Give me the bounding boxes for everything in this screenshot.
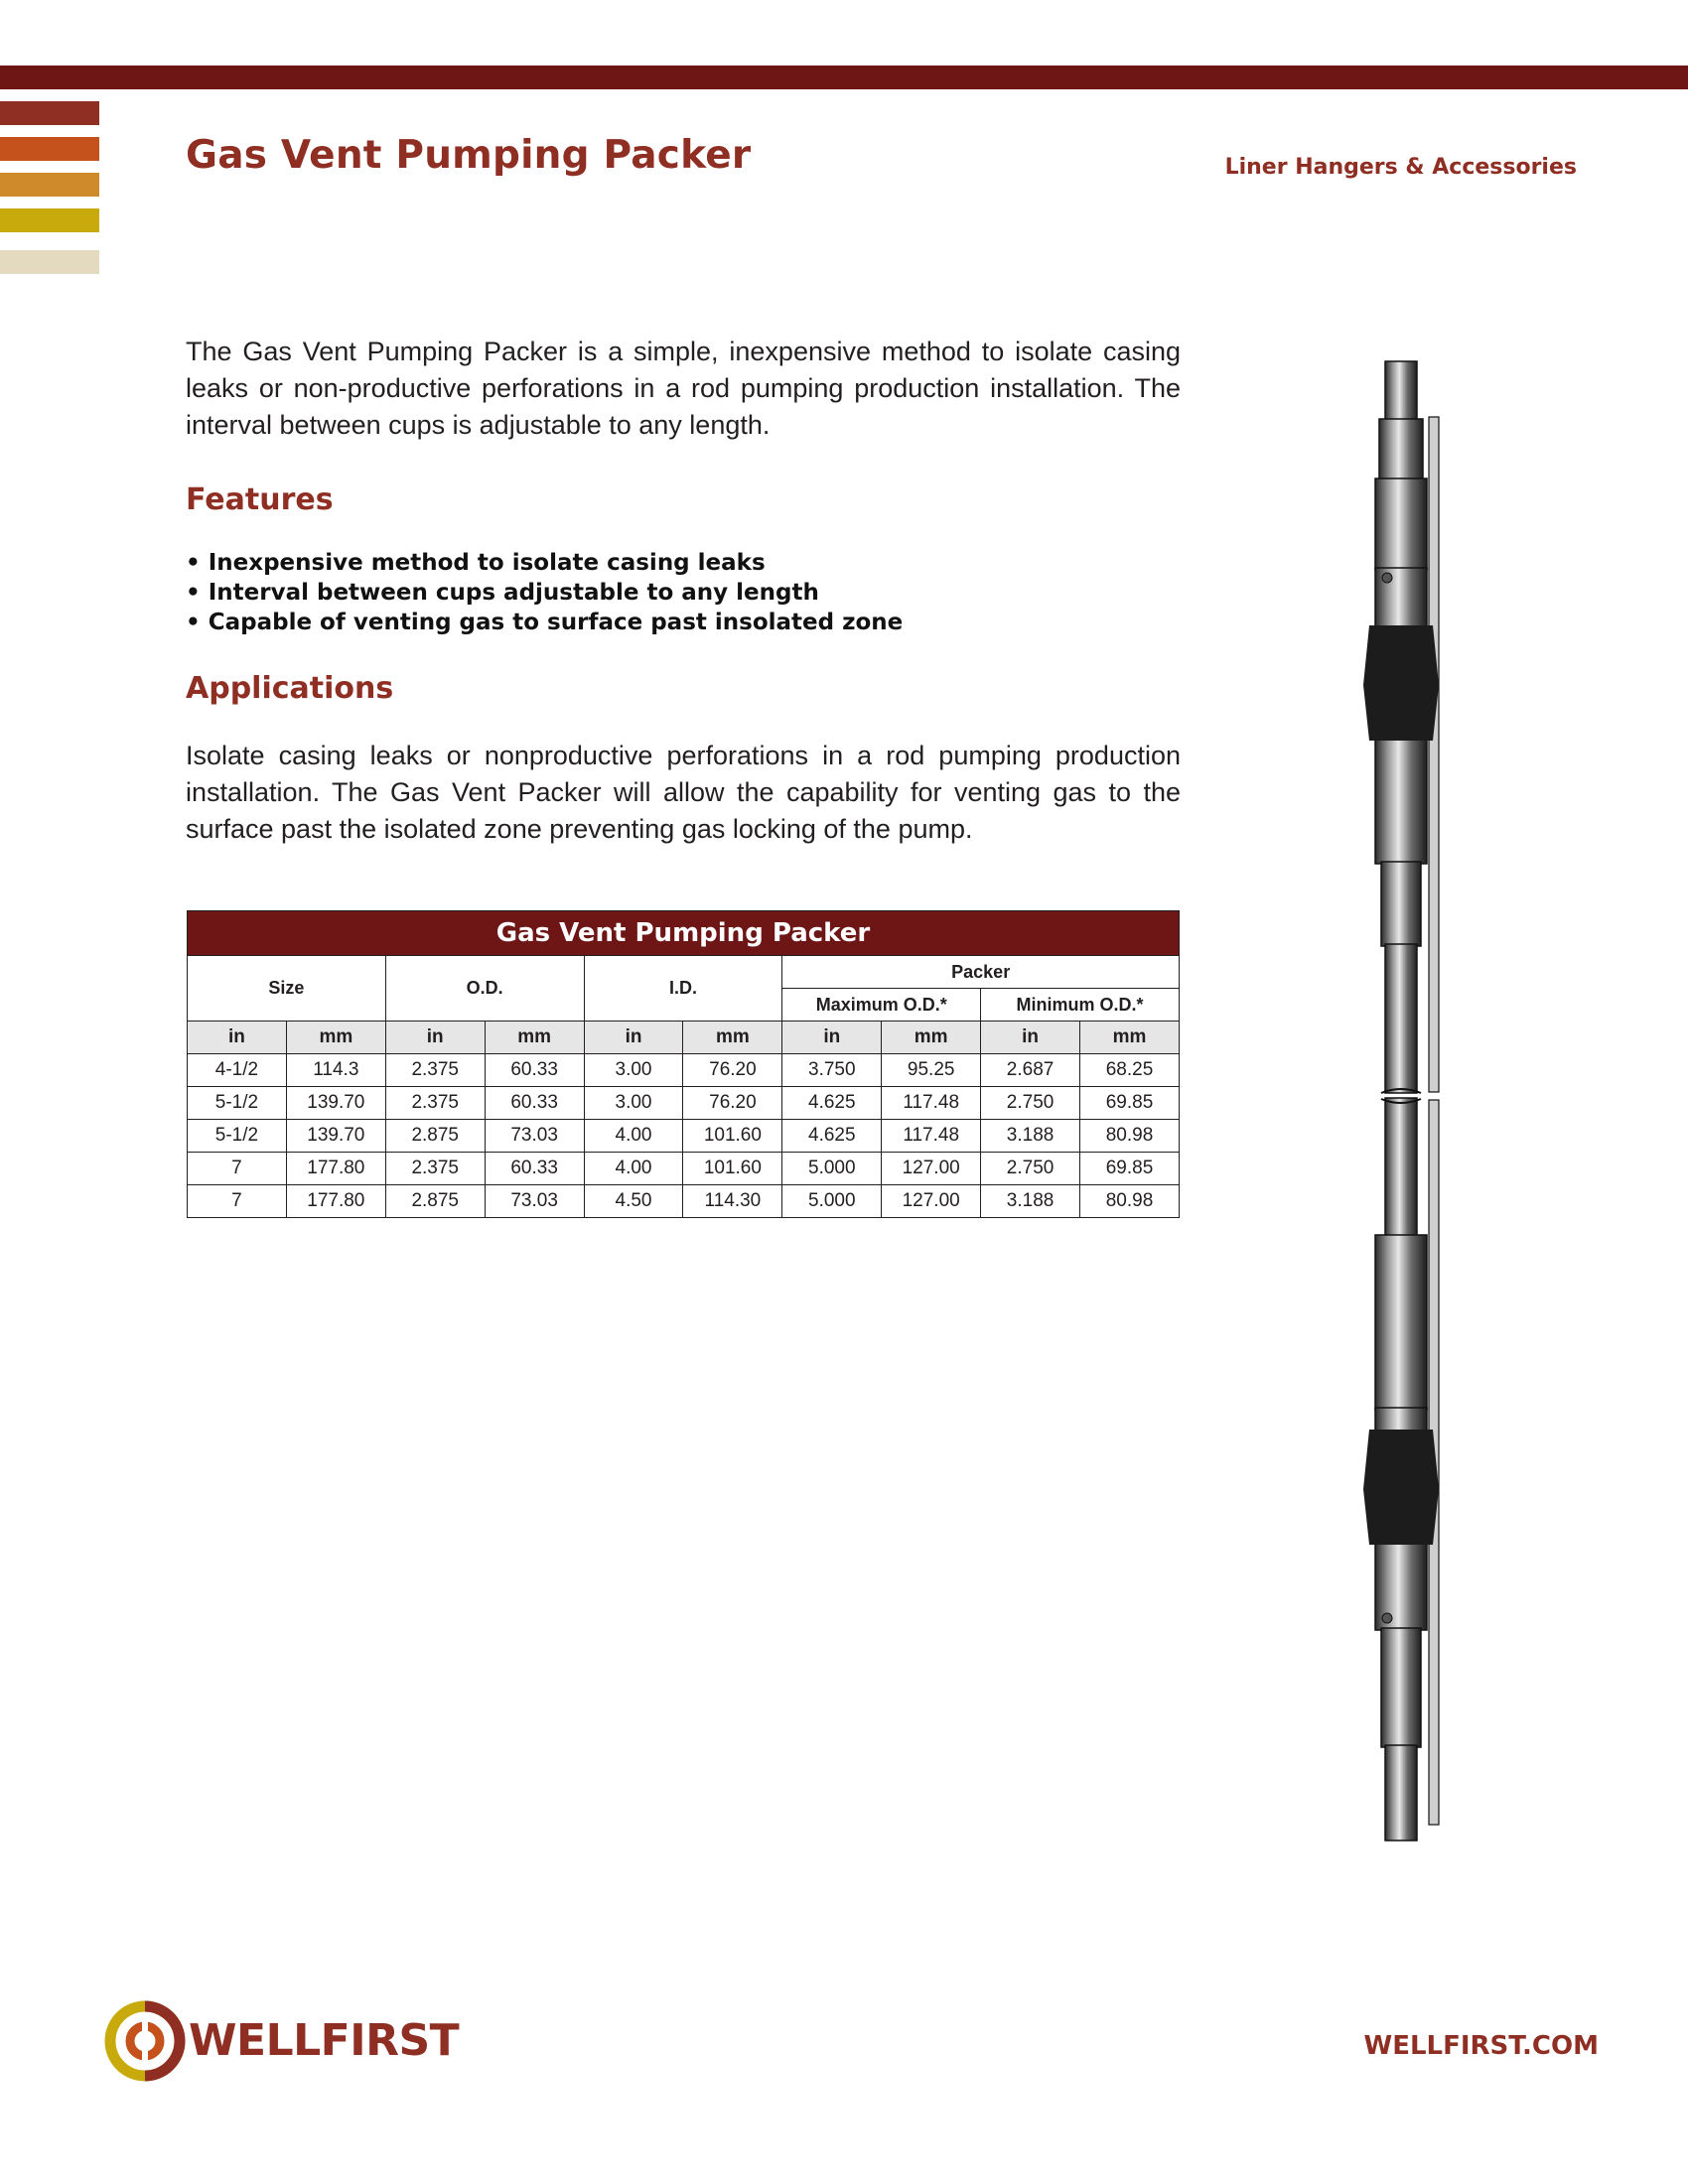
table-cell: 76.20 <box>683 1054 782 1087</box>
table-cell: 5.000 <box>782 1153 882 1185</box>
table-cell: 114.3 <box>286 1054 385 1087</box>
feature-item: • Interval between cups adjustable to any length <box>186 578 903 608</box>
features-list <box>186 548 903 637</box>
table-cell: 3.188 <box>981 1120 1080 1153</box>
table-cell: 69.85 <box>1080 1087 1180 1120</box>
accent-stripe-gold <box>0 208 99 232</box>
table-cell: 76.20 <box>683 1087 782 1120</box>
table-cell: 80.98 <box>1080 1185 1180 1218</box>
unit-cell: in <box>981 1022 1080 1054</box>
unit-cell: mm <box>683 1022 782 1054</box>
unit-cell: mm <box>286 1022 385 1054</box>
table-cell: 7 <box>188 1153 287 1185</box>
wellfirst-logo-icon <box>104 2000 186 2082</box>
unit-cell: in <box>584 1022 683 1054</box>
table-cell: 80.98 <box>1080 1120 1180 1153</box>
accent-stripe-orange <box>0 137 99 161</box>
table-cell: 2.750 <box>981 1087 1080 1120</box>
table-cell: 5.000 <box>782 1185 882 1218</box>
page-title: Gas Vent Pumping Packer <box>186 133 752 178</box>
header-id: I.D. <box>584 956 782 1022</box>
table-cell: 5-1/2 <box>188 1120 287 1153</box>
table-cell: 4.00 <box>584 1153 683 1185</box>
table-row <box>188 1120 1180 1153</box>
table-cell: 3.00 <box>584 1087 683 1120</box>
header-packer: Packer <box>782 956 1180 989</box>
table-cell: 69.85 <box>1080 1153 1180 1185</box>
top-banner-bar <box>0 66 1688 89</box>
header-max-od: Maximum O.D.* <box>782 989 981 1022</box>
table-cell: 73.03 <box>485 1120 584 1153</box>
feature-item: • Inexpensive method to isolate casing leaks <box>186 548 903 578</box>
table-cell: 117.48 <box>882 1120 981 1153</box>
table-cell: 2.375 <box>385 1087 485 1120</box>
table-cell: 5-1/2 <box>188 1087 287 1120</box>
table-cell: 60.33 <box>485 1054 584 1087</box>
table-cell: 2.375 <box>385 1153 485 1185</box>
table-cell: 4.50 <box>584 1185 683 1218</box>
table-cell: 7 <box>188 1185 287 1218</box>
table-cell: 139.70 <box>286 1120 385 1153</box>
intro-paragraph: The Gas Vent Pumping Packer is a simple, inexpensive method to isolate casing leaks or non-productive perforations in a rod pumping production installation. The interval between cups is adjustable to any length. <box>186 337 1181 440</box>
unit-cell: in <box>782 1022 882 1054</box>
section-category: Liner Hangers & Accessories <box>1224 155 1577 180</box>
table-cell: 4.625 <box>782 1120 882 1153</box>
packer-tool-illustration <box>1345 357 1484 1846</box>
table-cell: 60.33 <box>485 1087 584 1120</box>
header-size: Size <box>188 956 386 1022</box>
table-cell: 95.25 <box>882 1054 981 1087</box>
features-heading: Features <box>186 482 334 517</box>
table-cell: 2.687 <box>981 1054 1080 1087</box>
table-caption: Gas Vent Pumping Packer <box>188 911 1180 956</box>
table-cell: 127.00 <box>882 1185 981 1218</box>
table-cell: 3.00 <box>584 1054 683 1087</box>
table-row <box>188 1054 1180 1087</box>
table-cell: 177.80 <box>286 1153 385 1185</box>
website-link[interactable]: WELLFIRST.COM <box>1363 2031 1599 2061</box>
table-row <box>188 1185 1180 1218</box>
accent-stripe-amber <box>0 173 99 197</box>
unit-cell: mm <box>485 1022 584 1054</box>
table-cell: 60.33 <box>485 1153 584 1185</box>
table-row <box>188 1153 1180 1185</box>
table-cell: 117.48 <box>882 1087 981 1120</box>
table-cell: 2.375 <box>385 1054 485 1087</box>
units-row <box>188 1022 1180 1054</box>
table-cell: 101.60 <box>683 1153 782 1185</box>
table-cell: 3.188 <box>981 1185 1080 1218</box>
unit-cell: in <box>188 1022 287 1054</box>
table-cell: 2.875 <box>385 1120 485 1153</box>
header-min-od: Minimum O.D.* <box>981 989 1180 1022</box>
unit-cell: in <box>385 1022 485 1054</box>
table-cell: 4-1/2 <box>188 1054 287 1087</box>
table-cell: 177.80 <box>286 1185 385 1218</box>
spec-table <box>187 910 1180 1218</box>
table-cell: 3.750 <box>782 1054 882 1087</box>
brand-name: WELLFIRST <box>189 2015 460 2066</box>
feature-item: • Capable of venting gas to surface past insolated zone <box>186 608 903 637</box>
table-cell: 101.60 <box>683 1120 782 1153</box>
unit-cell: mm <box>882 1022 981 1054</box>
applications-heading: Applications <box>186 671 394 706</box>
accent-stripe-red <box>0 101 99 125</box>
applications-paragraph: Isolate casing leaks or nonproductive perforations in a rod pumping production installation. The Gas Vent Packer will allow the capability for venting gas to the surface past the isolated zone preventing gas locking of the pump. <box>186 741 1181 844</box>
table-row <box>188 1087 1180 1120</box>
table-cell: 4.00 <box>584 1120 683 1153</box>
table-cell: 2.875 <box>385 1185 485 1218</box>
table-cell: 127.00 <box>882 1153 981 1185</box>
table-cell: 2.750 <box>981 1153 1080 1185</box>
accent-stripe-cream <box>0 250 99 274</box>
table-cell: 4.625 <box>782 1087 882 1120</box>
header-od: O.D. <box>385 956 584 1022</box>
table-cell: 114.30 <box>683 1185 782 1218</box>
table-cell: 139.70 <box>286 1087 385 1120</box>
table-cell: 73.03 <box>485 1185 584 1218</box>
unit-cell: mm <box>1080 1022 1180 1054</box>
table-cell: 68.25 <box>1080 1054 1180 1087</box>
